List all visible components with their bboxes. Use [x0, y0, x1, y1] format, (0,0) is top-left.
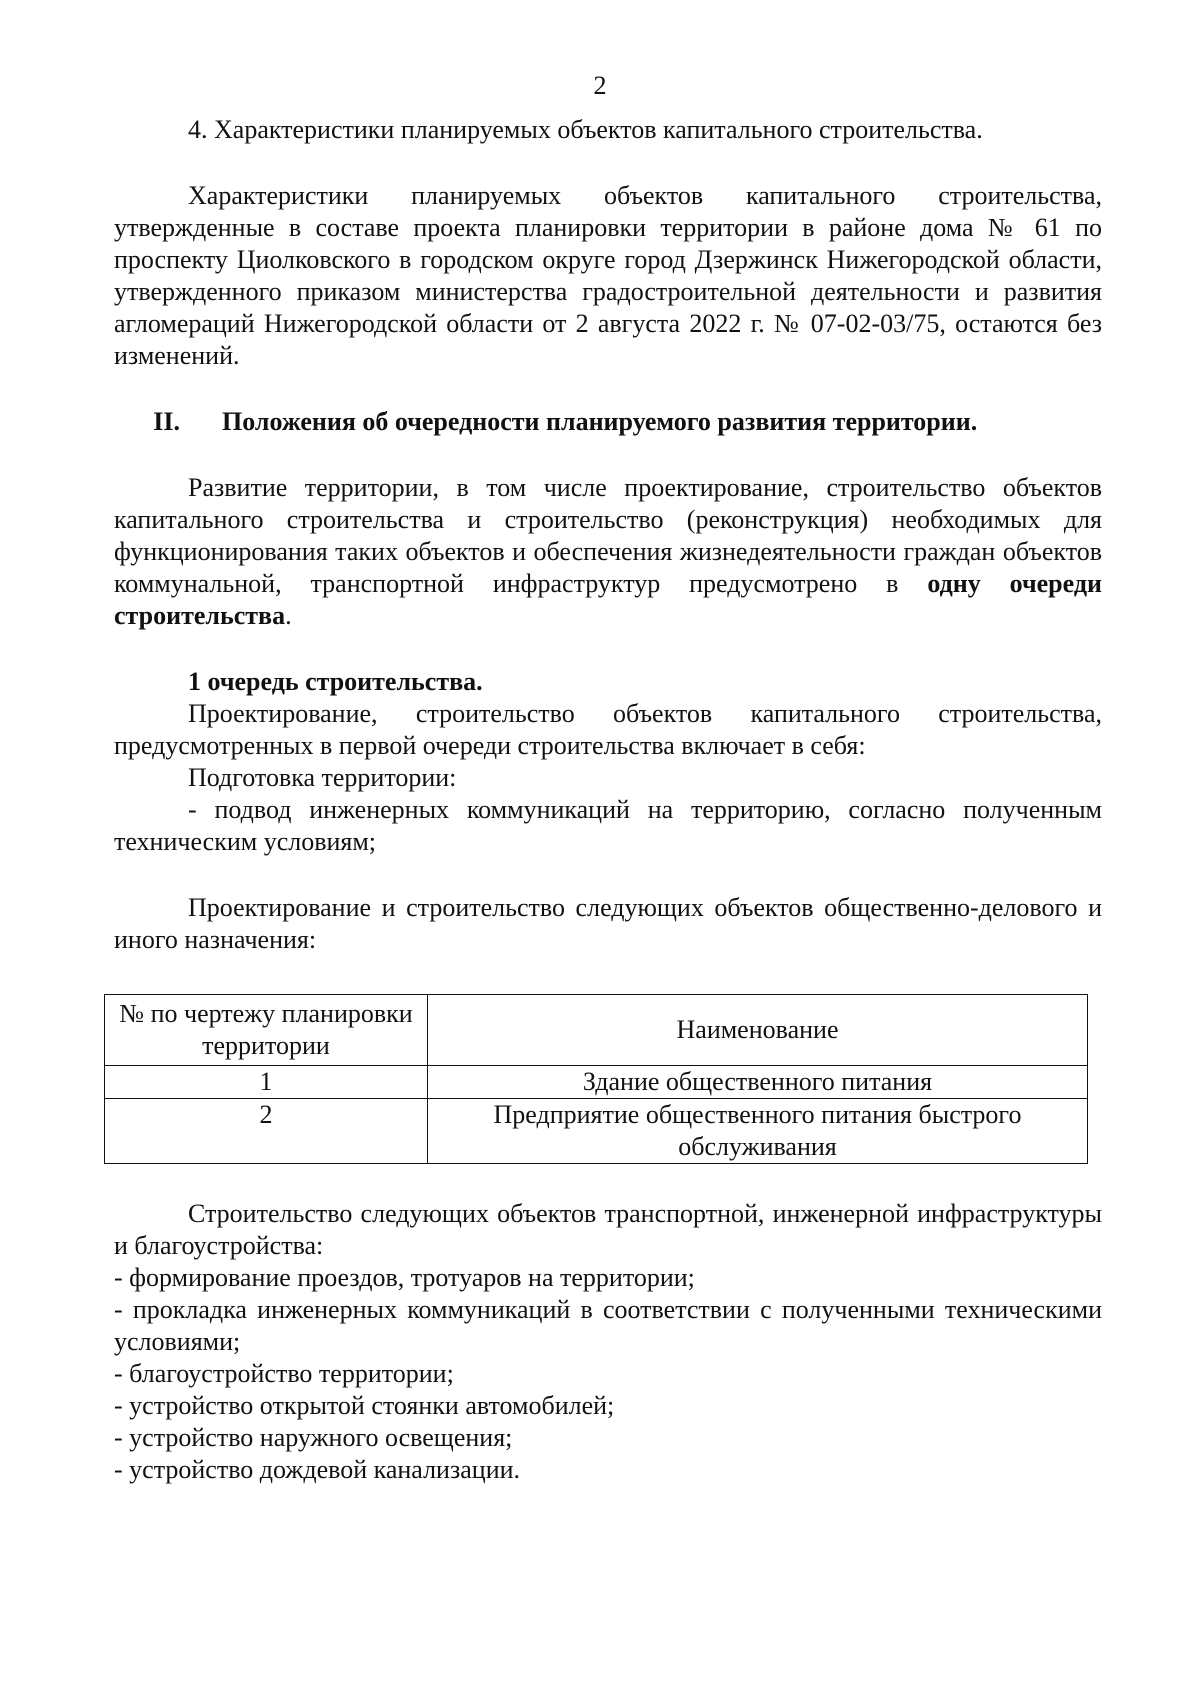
section2-paragraph-bold: одну очереди строительства	[114, 569, 1102, 630]
table-header-name: Наименование	[428, 995, 1088, 1066]
list-item: - формирование проездов, тротуаров на территории;	[114, 1263, 695, 1292]
page-number: 2	[593, 71, 607, 100]
stage1-objects-intro: Проектирование и строительство следующих объектов общественно-делового и иного назначения:	[114, 893, 1102, 954]
section2-paragraph-end: .	[285, 601, 292, 630]
stage1-heading: 1 очередь строительства.	[188, 667, 483, 696]
list-item: - устройство наружного освещения;	[114, 1423, 513, 1452]
list-item: - устройство открытой стоянки автомобилей;	[114, 1391, 615, 1420]
document-body	[114, 114, 1102, 1486]
infrastructure-intro: Строительство следующих объектов транспортной, инженерной инфраструктуры и благоустройства:	[114, 1199, 1102, 1260]
table-cell-name: Здание общественного питания	[428, 1066, 1088, 1099]
list-item: - благоустройство территории;	[114, 1359, 454, 1388]
section4-heading: 4. Характеристики планируемых объектов капитального строительства.	[188, 115, 983, 144]
list-item: - прокладка инженерных коммуникаций в соответствии с полученными техническими условиями;	[114, 1295, 1102, 1356]
list-item: - устройство дождевой канализации.	[114, 1455, 521, 1484]
table-header-num: № по чертежу планировки территории	[105, 995, 428, 1066]
section4-paragraph: Характеристики планируемых объектов капитального строительства, утвержденные в составе проекта планировки территории в районе дома № 61 по проспекту Циолковского в городском округе город Дзержинск Нижегородской области, утвержденного приказом министерства градостроительной деятельности и развития агломераций Нижегородской области от 2 августа 2022 г. № 07-02-03/75, остаются без изменений.	[114, 181, 1102, 370]
table-cell-name: Предприятие общественного питания быстрого обслуживания	[428, 1099, 1088, 1164]
objects-table	[104, 994, 1088, 1164]
stage1-prep-label: Подготовка территории:	[188, 763, 457, 792]
infrastructure-list	[114, 1262, 1102, 1486]
section2-title: Положения об очередности планируемого развития территории.	[222, 407, 978, 436]
table-cell-num: 2	[105, 1099, 428, 1164]
section2-paragraph-text: Развитие территории, в том числе проектирование, строительство объектов капитального строительства и строительство (реконструкция) необходимых для функционирования таких объектов и обеспечения жизнедеятельности граждан объектов коммунальной, транспортной инфраструктур предусмотрено в	[114, 473, 1102, 598]
table-row	[105, 1099, 1088, 1164]
section2-number: II.	[153, 407, 180, 436]
stage1-intro: Проектирование, строительство объектов капитального строительства, предусмотренных в первой очереди строительства включает в себя:	[114, 699, 1102, 760]
table-row	[105, 1066, 1088, 1099]
section2-heading	[114, 406, 1102, 438]
table-cell-num: 1	[105, 1066, 428, 1099]
stage1-prep-item: - подвод инженерных коммуникаций на территорию, согласно полученным техническим условиям;	[114, 795, 1102, 856]
section2-paragraph	[114, 472, 1102, 632]
table-header-row	[105, 995, 1088, 1066]
